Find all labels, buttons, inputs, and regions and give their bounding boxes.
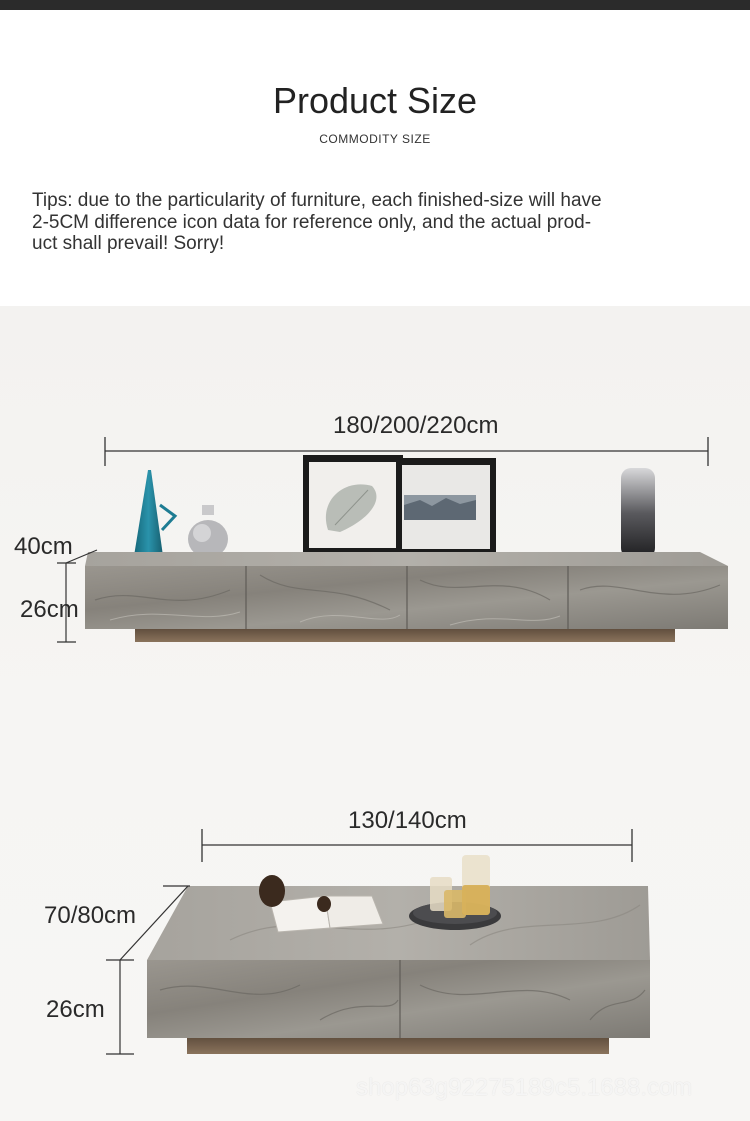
dark-vase bbox=[621, 468, 655, 558]
cabinet-top bbox=[85, 552, 728, 566]
coffee-table-width-label: 130/140cm bbox=[348, 807, 467, 834]
tv-cabinet-depth-label: 40cm bbox=[14, 533, 73, 560]
tv-cabinet-width-label: 180/200/220cm bbox=[333, 412, 499, 439]
page-title: Product Size bbox=[272, 80, 478, 121]
teal-vase bbox=[134, 470, 175, 556]
tv-cabinet-illustration bbox=[57, 437, 728, 642]
page-subtitle: COMMODITY SIZE bbox=[319, 132, 431, 146]
table-base bbox=[187, 1036, 609, 1054]
tips-line: 2-5CM difference icon data for reference only, and the actual prod- bbox=[32, 211, 592, 233]
white-vase bbox=[188, 505, 228, 558]
shop-watermark: shop63g92275189c5.1688.com bbox=[356, 1074, 693, 1101]
coffee-table-illustration bbox=[106, 829, 650, 1054]
tips-line: Tips: due to the particularity of furniture, each finished-size will have bbox=[32, 190, 602, 211]
tv-cabinet-height-label: 26cm bbox=[20, 596, 79, 623]
table-front bbox=[147, 960, 650, 1038]
coffee-table-depth-label: 70/80cm bbox=[44, 902, 137, 929]
coffee-table-height-label: 26cm bbox=[46, 996, 105, 1023]
cabinet-base bbox=[135, 628, 675, 642]
tips-line: uct shall prevail! Sorry! bbox=[32, 233, 225, 254]
frame-artwork bbox=[303, 455, 496, 555]
table-top bbox=[147, 886, 650, 960]
